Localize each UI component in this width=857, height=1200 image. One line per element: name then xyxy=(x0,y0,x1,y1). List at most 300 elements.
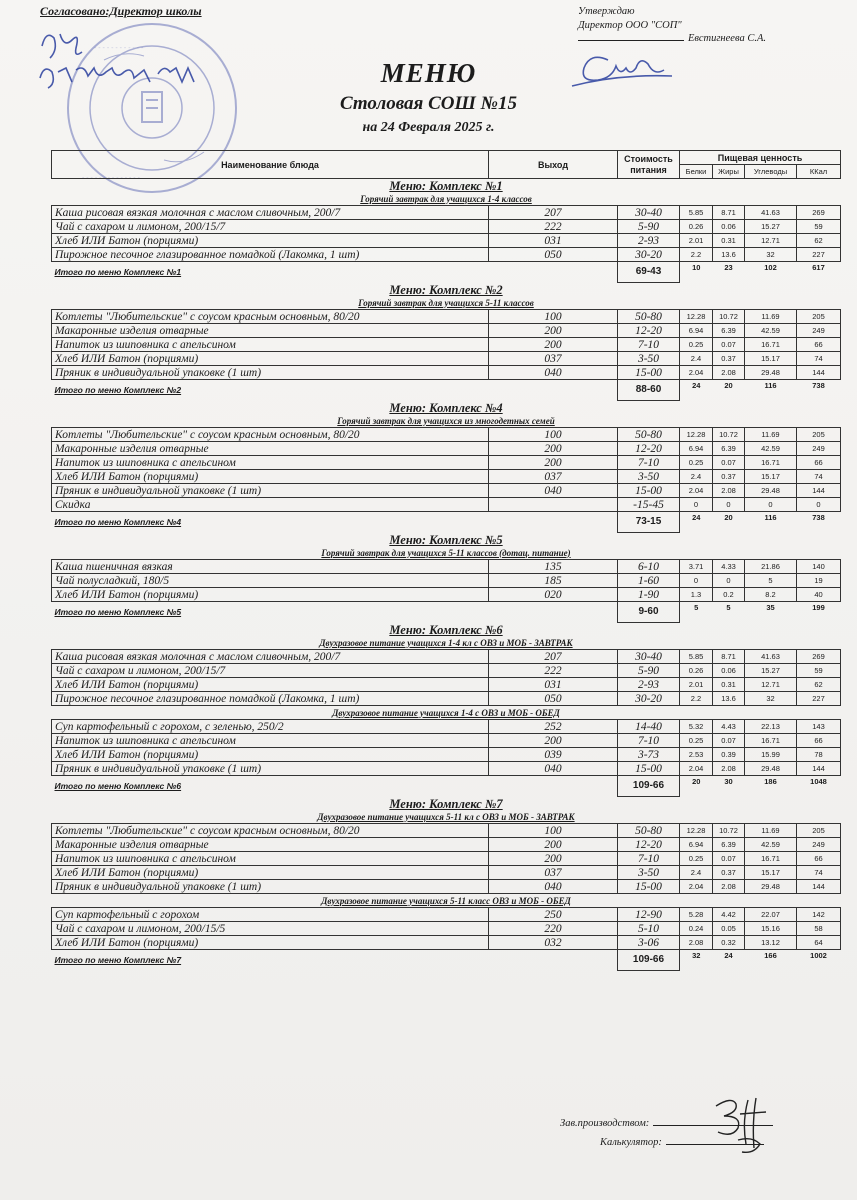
approve-label: Утверждаю xyxy=(578,6,635,17)
total-proteins: 5 xyxy=(694,603,699,612)
dish-name: Котлеты "Любительские" с соусом красным основным, 80/20 xyxy=(52,428,489,442)
dish-row xyxy=(52,678,841,692)
dish-name: Чай с сахаром и лимоном, 200/15/7 xyxy=(52,664,489,678)
dish-name: Пирожное песочное глазированное помадкой (Лакомка, 1 шт) xyxy=(52,692,489,706)
dish-name: Пряник в индивидуальной упаковке (1 шт) xyxy=(52,366,489,380)
dish-fats: 4.42 xyxy=(713,908,745,922)
dish-name: Суп картофельный с горохом xyxy=(52,908,489,922)
dish-row xyxy=(52,484,841,498)
dish-kcal: 59 xyxy=(797,220,841,234)
dish-row xyxy=(52,574,841,588)
production-manager-label: Зав.производством: xyxy=(560,1118,650,1129)
total-price: 73-15 xyxy=(618,512,680,533)
dish-yield: 040 xyxy=(489,762,618,776)
dish-carbs: 15.27 xyxy=(745,664,797,678)
dish-kcal: 74 xyxy=(797,470,841,484)
total-yield-empty xyxy=(489,512,618,533)
dish-yield: 100 xyxy=(489,824,618,838)
total-kcal: 1002 xyxy=(810,951,827,960)
section-title: Меню: Комплекс №7 xyxy=(389,796,503,810)
dish-fats: 0.31 xyxy=(713,234,745,248)
dish-fats: 6.39 xyxy=(713,442,745,456)
dish-carbs: 29.48 xyxy=(745,366,797,380)
dish-price: 2-93 xyxy=(618,678,680,692)
dish-price: 15-00 xyxy=(618,366,680,380)
dish-row xyxy=(52,456,841,470)
dish-price: 3-06 xyxy=(618,936,680,950)
dish-row xyxy=(52,498,841,512)
dish-yield: 252 xyxy=(489,720,618,734)
group-subtitle: Горячий завтрак для учащихся из многодетных семей xyxy=(337,415,555,426)
dish-row xyxy=(52,650,841,664)
dish-row xyxy=(52,880,841,894)
dish-price: 15-00 xyxy=(618,762,680,776)
dish-price: 30-20 xyxy=(618,248,680,262)
dish-yield: 222 xyxy=(489,664,618,678)
total-proteins: 20 xyxy=(692,777,701,786)
dish-yield: 040 xyxy=(489,484,618,498)
dish-carbs: 16.71 xyxy=(745,734,797,748)
dish-carbs: 5 xyxy=(745,574,797,588)
dish-name: Скидка xyxy=(52,498,489,512)
section-title: Меню: Комплекс №6 xyxy=(389,622,503,636)
total-carbs: 35 xyxy=(766,603,775,612)
dish-fats: 6.39 xyxy=(713,324,745,338)
dish-price: -15-45 xyxy=(618,498,680,512)
dish-row xyxy=(52,866,841,880)
dish-fats: 10.72 xyxy=(713,824,745,838)
dish-kcal: 19 xyxy=(797,574,841,588)
dish-carbs: 16.71 xyxy=(745,456,797,470)
menu-date: на 24 Февраля 2025 г. xyxy=(362,120,495,135)
menu-table xyxy=(51,150,841,971)
dish-fats: 2.08 xyxy=(713,484,745,498)
dish-kcal: 66 xyxy=(797,456,841,470)
dish-fats: 4.33 xyxy=(713,560,745,574)
dish-yield: 207 xyxy=(489,206,618,220)
total-label: Итого по меню Комплекс №1 xyxy=(54,267,182,278)
group-subtitle-row xyxy=(52,414,841,428)
dish-kcal: 74 xyxy=(797,352,841,366)
dish-proteins: 2.2 xyxy=(680,692,713,706)
dish-proteins: 2.04 xyxy=(680,484,713,498)
dish-yield: 037 xyxy=(489,470,618,484)
dish-name: Напиток из шиповника с апельсином xyxy=(52,456,489,470)
dish-row xyxy=(52,442,841,456)
dish-carbs: 16.71 xyxy=(745,338,797,352)
dish-name: Напиток из шиповника с апельсином xyxy=(52,734,489,748)
dish-carbs: 11.69 xyxy=(745,310,797,324)
dish-proteins: 6.94 xyxy=(680,324,713,338)
dish-name: Напиток из шиповника с апельсином xyxy=(52,338,489,352)
dish-kcal: 205 xyxy=(797,428,841,442)
total-fats: 5 xyxy=(726,603,731,612)
dish-carbs: 16.71 xyxy=(745,852,797,866)
dish-name: Хлеб ИЛИ Батон (порциями) xyxy=(52,470,489,484)
column-cost: Стоимость питания xyxy=(618,151,680,179)
total-carbs: 116 xyxy=(764,381,777,390)
dish-yield: 185 xyxy=(489,574,618,588)
column-nutrition: Пищевая ценность xyxy=(680,151,841,165)
dish-name: Пирожное песочное глазированное помадкой (Лакомка, 1 шт) xyxy=(52,248,489,262)
dish-price: 50-80 xyxy=(618,428,680,442)
dish-kcal: 249 xyxy=(797,324,841,338)
column-fats: Жиры xyxy=(713,165,745,179)
dish-row xyxy=(52,852,841,866)
dish-proteins: 12.28 xyxy=(680,310,713,324)
dish-kcal: 143 xyxy=(797,720,841,734)
dish-kcal: 205 xyxy=(797,310,841,324)
section-title: Меню: Комплекс №4 xyxy=(389,400,503,414)
dish-carbs: 13.12 xyxy=(745,936,797,950)
dish-carbs: 21.86 xyxy=(745,560,797,574)
dish-yield: 250 xyxy=(489,908,618,922)
dish-carbs: 0 xyxy=(745,498,797,512)
dish-fats: 0.32 xyxy=(713,936,745,950)
dish-proteins: 3.71 xyxy=(680,560,713,574)
dish-name: Хлеб ИЛИ Батон (порциями) xyxy=(52,234,489,248)
dish-fats: 2.08 xyxy=(713,762,745,776)
dish-name: Пряник в индивидуальной упаковке (1 шт) xyxy=(52,484,489,498)
dish-yield: 032 xyxy=(489,936,618,950)
dish-row xyxy=(52,588,841,602)
dish-row xyxy=(52,936,841,950)
total-yield-empty xyxy=(489,602,618,623)
group-subtitle-row xyxy=(52,192,841,206)
group-subtitle: Двухразовое питание учащихся 1-4 с ОВЗ и МОБ - ОБЕД xyxy=(332,707,560,718)
total-carbs: 186 xyxy=(764,777,777,786)
dish-kcal: 62 xyxy=(797,234,841,248)
total-price: 88-60 xyxy=(618,380,680,401)
total-price: 69-43 xyxy=(618,262,680,283)
total-row xyxy=(52,512,841,533)
section-title: Меню: Комплекс №5 xyxy=(389,532,503,546)
dish-fats: 0 xyxy=(713,498,745,512)
dish-row xyxy=(52,664,841,678)
dish-proteins: 0 xyxy=(680,498,713,512)
dish-proteins: 0.25 xyxy=(680,734,713,748)
dish-row xyxy=(52,720,841,734)
dish-row xyxy=(52,762,841,776)
dish-proteins: 5.85 xyxy=(680,206,713,220)
dish-carbs: 29.48 xyxy=(745,484,797,498)
dish-fats: 0.2 xyxy=(713,588,745,602)
dish-price: 3-50 xyxy=(618,352,680,366)
director-name: Евстигнеева С.А. xyxy=(688,33,766,44)
dish-fats: 13.6 xyxy=(713,248,745,262)
group-subtitle-row xyxy=(52,546,841,560)
dish-fats: 0.05 xyxy=(713,922,745,936)
dish-carbs: 32 xyxy=(745,248,797,262)
dish-proteins: 6.94 xyxy=(680,442,713,456)
production-manager-signature xyxy=(702,1092,772,1158)
group-subtitle-row xyxy=(52,810,841,824)
dish-yield: 050 xyxy=(489,248,618,262)
dish-fats: 0.07 xyxy=(713,734,745,748)
dish-kcal: 74 xyxy=(797,866,841,880)
dish-row xyxy=(52,366,841,380)
total-kcal: 617 xyxy=(812,263,825,272)
dish-yield: 200 xyxy=(489,324,618,338)
dish-proteins: 2.4 xyxy=(680,352,713,366)
dish-proteins: 2.4 xyxy=(680,470,713,484)
dish-proteins: 2.53 xyxy=(680,748,713,762)
dish-price: 14-40 xyxy=(618,720,680,734)
dish-yield: 200 xyxy=(489,838,618,852)
total-yield-empty xyxy=(489,776,618,797)
dish-row xyxy=(52,428,841,442)
dish-name: Макаронные изделия отварные xyxy=(52,838,489,852)
dish-carbs: 15.16 xyxy=(745,922,797,936)
dish-price: 15-00 xyxy=(618,880,680,894)
dish-price: 3-50 xyxy=(618,470,680,484)
dish-carbs: 42.59 xyxy=(745,442,797,456)
total-label: Итого по меню Комплекс №6 xyxy=(54,781,182,792)
dish-proteins: 2.04 xyxy=(680,762,713,776)
dish-name: Хлеб ИЛИ Батон (порциями) xyxy=(52,352,489,366)
total-fats: 23 xyxy=(724,263,733,272)
section-title-row xyxy=(52,401,841,415)
total-row xyxy=(52,950,841,971)
dish-proteins: 2.2 xyxy=(680,248,713,262)
dish-carbs: 12.71 xyxy=(745,234,797,248)
dish-name: Суп картофельный с горохом, с зеленью, 250/2 xyxy=(52,720,489,734)
dish-yield: 222 xyxy=(489,220,618,234)
dish-fats: 0.07 xyxy=(713,338,745,352)
total-carbs: 116 xyxy=(764,513,777,522)
column-dish: Наименование блюда xyxy=(52,151,489,179)
dish-kcal: 269 xyxy=(797,650,841,664)
dish-yield: 031 xyxy=(489,678,618,692)
dish-carbs: 15.17 xyxy=(745,866,797,880)
dish-price: 5-90 xyxy=(618,664,680,678)
dish-carbs: 15.17 xyxy=(745,470,797,484)
column-carbs: Углеводы xyxy=(745,165,797,179)
total-proteins: 10 xyxy=(692,263,701,272)
total-yield-empty xyxy=(489,950,618,971)
dish-proteins: 0.26 xyxy=(680,664,713,678)
director-label: Директор ООО "СОП" xyxy=(578,19,682,31)
dish-price: 5-90 xyxy=(618,220,680,234)
group-subtitle: Двухразовое питание учащихся 5-11 класс ОВЗ и МОБ - ОБЕД xyxy=(321,895,571,906)
dish-kcal: 249 xyxy=(797,442,841,456)
dish-kcal: 40 xyxy=(797,588,841,602)
dish-yield: 100 xyxy=(489,428,618,442)
dish-name: Хлеб ИЛИ Батон (порциями) xyxy=(52,748,489,762)
dish-kcal: 66 xyxy=(797,852,841,866)
dish-row xyxy=(52,338,841,352)
dish-price: 7-10 xyxy=(618,852,680,866)
dish-fats: 0.07 xyxy=(713,456,745,470)
dish-proteins: 2.04 xyxy=(680,366,713,380)
dish-price: 5-10 xyxy=(618,922,680,936)
dish-fats: 10.72 xyxy=(713,310,745,324)
dish-yield: 200 xyxy=(489,852,618,866)
dish-kcal: 142 xyxy=(797,908,841,922)
dish-name: Хлеб ИЛИ Батон (порциями) xyxy=(52,936,489,950)
dish-yield: 207 xyxy=(489,650,618,664)
dish-price: 3-50 xyxy=(618,866,680,880)
dish-proteins: 0 xyxy=(680,574,713,588)
total-label: Итого по меню Комплекс №7 xyxy=(54,955,182,966)
total-yield-empty xyxy=(489,380,618,401)
dish-kcal: 249 xyxy=(797,838,841,852)
dish-carbs: 29.48 xyxy=(745,762,797,776)
dish-proteins: 0.25 xyxy=(680,338,713,352)
total-yield-empty xyxy=(489,262,618,283)
dish-price: 2-93 xyxy=(618,234,680,248)
total-fats: 20 xyxy=(724,381,733,390)
dish-yield: 039 xyxy=(489,748,618,762)
dish-kcal: 144 xyxy=(797,366,841,380)
dish-kcal: 64 xyxy=(797,936,841,950)
total-fats: 20 xyxy=(724,513,733,522)
dish-proteins: 2.08 xyxy=(680,936,713,950)
total-row xyxy=(52,262,841,283)
svg-text:- - - - - - - - - - - -: - - - - - - - - - - - - xyxy=(94,45,144,52)
group-subtitle-row xyxy=(52,894,841,908)
dish-name: Чай с сахаром и лимоном, 200/15/7 xyxy=(52,220,489,234)
dish-fats: 2.08 xyxy=(713,366,745,380)
dish-name: Пряник в индивидуальной упаковке (1 шт) xyxy=(52,880,489,894)
dish-name: Чай полусладкий, 180/5 xyxy=(52,574,489,588)
dish-yield: 031 xyxy=(489,234,618,248)
dish-price: 30-40 xyxy=(618,206,680,220)
dish-row xyxy=(52,206,841,220)
dish-kcal: 144 xyxy=(797,484,841,498)
dish-proteins: 6.94 xyxy=(680,838,713,852)
dish-proteins: 5.28 xyxy=(680,908,713,922)
dish-proteins: 5.85 xyxy=(680,650,713,664)
dish-yield: 200 xyxy=(489,338,618,352)
total-price: 109-66 xyxy=(618,950,680,971)
dish-yield: 040 xyxy=(489,366,618,380)
dish-carbs: 15.99 xyxy=(745,748,797,762)
total-proteins: 24 xyxy=(692,513,701,522)
dish-kcal: 144 xyxy=(797,880,841,894)
dish-yield: 050 xyxy=(489,692,618,706)
section-title-row xyxy=(52,533,841,547)
dish-fats: 8.71 xyxy=(713,206,745,220)
dish-proteins: 12.28 xyxy=(680,428,713,442)
dish-name: Напиток из шиповника с апельсином xyxy=(52,852,489,866)
dish-fats: 2.08 xyxy=(713,880,745,894)
dish-fats: 13.6 xyxy=(713,692,745,706)
dish-row xyxy=(52,838,841,852)
dish-row xyxy=(52,908,841,922)
dish-carbs: 15.17 xyxy=(745,352,797,366)
dish-yield: 220 xyxy=(489,922,618,936)
dish-price: 1-90 xyxy=(618,588,680,602)
dish-fats: 0.06 xyxy=(713,220,745,234)
group-subtitle-row xyxy=(52,706,841,720)
dish-fats: 0 xyxy=(713,574,745,588)
group-subtitle: Горячий завтрак для учащихся 5-11 классов (дотац. питание) xyxy=(321,547,571,558)
dish-row xyxy=(52,324,841,338)
total-fats: 30 xyxy=(724,777,733,786)
total-label: Итого по меню Комплекс №5 xyxy=(54,607,182,618)
dish-row xyxy=(52,220,841,234)
group-subtitle: Горячий завтрак для учащихся 1-4 классов xyxy=(360,193,532,204)
dish-yield: 200 xyxy=(489,734,618,748)
section-title-row xyxy=(52,283,841,297)
dish-carbs: 32 xyxy=(745,692,797,706)
total-row xyxy=(52,380,841,401)
dish-kcal: 58 xyxy=(797,922,841,936)
dish-fats: 0.07 xyxy=(713,852,745,866)
school-name: Столовая СОШ №15 xyxy=(339,93,518,114)
total-kcal: 1048 xyxy=(810,777,827,786)
dish-proteins: 0.24 xyxy=(680,922,713,936)
group-subtitle-row xyxy=(52,636,841,650)
dish-proteins: 2.01 xyxy=(680,234,713,248)
section-title-row xyxy=(52,797,841,811)
group-subtitle: Двухразовое питание учащихся 1-4 кл с ОВЗ и МОБ - ЗАВТРАК xyxy=(319,637,573,648)
dish-price: 7-10 xyxy=(618,338,680,352)
dish-carbs: 22.13 xyxy=(745,720,797,734)
dish-price: 7-10 xyxy=(618,734,680,748)
dish-proteins: 2.4 xyxy=(680,866,713,880)
dish-proteins: 12.28 xyxy=(680,824,713,838)
total-row xyxy=(52,776,841,797)
dish-row xyxy=(52,692,841,706)
dish-carbs: 29.48 xyxy=(745,880,797,894)
dish-row xyxy=(52,248,841,262)
dish-fats: 10.72 xyxy=(713,428,745,442)
dish-kcal: 144 xyxy=(797,762,841,776)
dish-price: 12-20 xyxy=(618,324,680,338)
dish-name: Хлеб ИЛИ Батон (порциями) xyxy=(52,678,489,692)
dish-kcal: 227 xyxy=(797,248,841,262)
dish-yield: 037 xyxy=(489,352,618,366)
dish-proteins: 0.26 xyxy=(680,220,713,234)
dish-carbs: 41.63 xyxy=(745,650,797,664)
dish-kcal: 59 xyxy=(797,664,841,678)
dish-price: 1-60 xyxy=(618,574,680,588)
dish-proteins: 0.25 xyxy=(680,852,713,866)
dish-name: Котлеты "Любительские" с соусом красным основным, 80/20 xyxy=(52,310,489,324)
dish-row xyxy=(52,352,841,366)
dish-yield: 200 xyxy=(489,442,618,456)
dish-yield: 100 xyxy=(489,310,618,324)
svg-text:- - - - - - - - - - - - - -: - - - - - - - - - - - - - - xyxy=(82,175,140,182)
dish-name: Каша рисовая вязкая молочная с маслом сливочным, 200/7 xyxy=(52,650,489,664)
dish-row xyxy=(52,824,841,838)
dish-fats: 0.39 xyxy=(713,748,745,762)
dish-price: 6-10 xyxy=(618,560,680,574)
dish-proteins: 5.32 xyxy=(680,720,713,734)
section-title: Меню: Комплекс №1 xyxy=(389,178,503,192)
section-title-row xyxy=(52,623,841,637)
total-proteins: 24 xyxy=(692,381,701,390)
total-kcal: 738 xyxy=(812,381,825,390)
dish-price: 12-90 xyxy=(618,908,680,922)
dish-price: 12-20 xyxy=(618,442,680,456)
dish-yield: 200 xyxy=(489,456,618,470)
column-yield: Выход xyxy=(489,151,618,179)
section-title: Меню: Комплекс №2 xyxy=(389,282,503,296)
approval-block xyxy=(578,5,766,46)
dish-row xyxy=(52,734,841,748)
column-kcal: ККал xyxy=(797,165,841,179)
dish-fats: 0.37 xyxy=(713,866,745,880)
dish-price: 30-20 xyxy=(618,692,680,706)
dish-name: Макаронные изделия отварные xyxy=(52,442,489,456)
dish-yield: 040 xyxy=(489,880,618,894)
dish-kcal: 227 xyxy=(797,692,841,706)
dish-fats: 0.37 xyxy=(713,470,745,484)
dish-row xyxy=(52,748,841,762)
